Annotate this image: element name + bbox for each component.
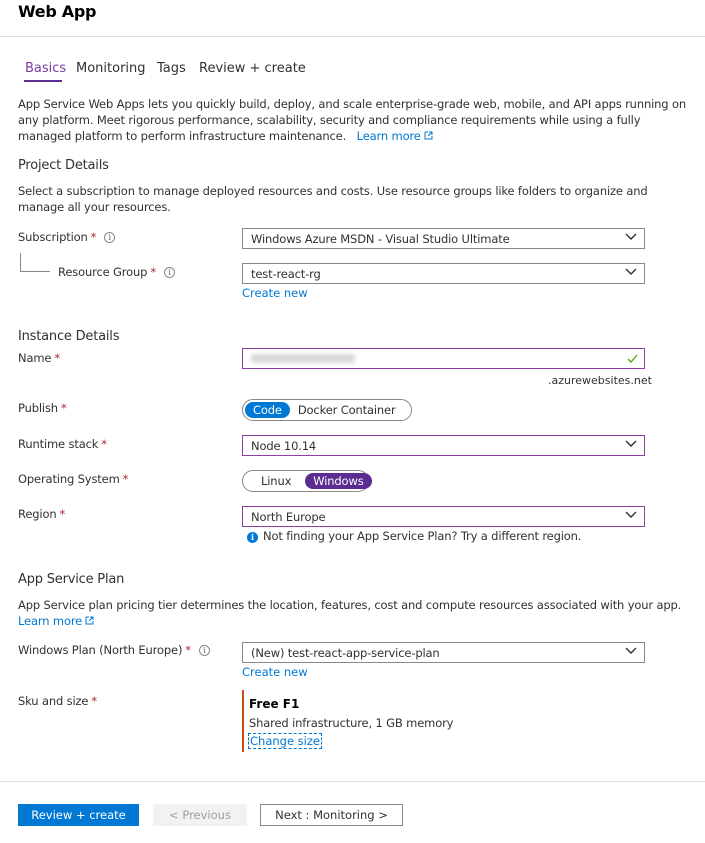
plan-learn-more-link[interactable]: Learn more — [18, 614, 83, 628]
runtime-stack-label-text: Runtime stack — [18, 437, 99, 451]
header-divider — [0, 36, 705, 37]
region-select[interactable] — [242, 506, 645, 527]
os-toggle[interactable] — [242, 470, 369, 492]
region-hint-text: Not finding your App Service Plan? Try a different region. — [263, 529, 582, 543]
name-label-text: Name — [18, 351, 52, 365]
region-hint — [247, 529, 581, 543]
change-size-link[interactable]: Change size — [250, 734, 320, 748]
resource-group-select[interactable] — [242, 263, 645, 284]
redacted-name-value — [251, 354, 355, 363]
review-create-button[interactable]: Review + create — [18, 804, 139, 826]
instance-details-heading: Instance Details — [18, 329, 120, 344]
publish-option-docker[interactable]: Docker Container — [297, 403, 396, 417]
resource-group-label-text: Resource Group — [58, 265, 148, 279]
required-mark: * — [150, 265, 156, 279]
region-label-text: Region — [18, 507, 57, 521]
info-icon: i — [247, 532, 258, 543]
name-label — [18, 351, 60, 365]
previous-button[interactable]: < Previous — [153, 804, 247, 826]
tab-review-create[interactable]: Review + create — [199, 61, 306, 76]
chevron-down-icon — [625, 647, 637, 655]
os-label — [18, 472, 128, 486]
os-option-linux[interactable]: Linux — [261, 474, 292, 488]
region-value: North Europe — [251, 510, 326, 524]
subscription-select[interactable] — [242, 228, 645, 249]
plan-learn-more-row — [18, 613, 681, 629]
sku-description: Shared infrastructure, 1 GB memory — [249, 716, 454, 730]
region-label — [18, 507, 65, 521]
windows-plan-label — [18, 643, 210, 657]
chevron-down-icon — [625, 440, 637, 448]
checkmark-icon — [627, 352, 638, 366]
sku-name: Free F1 — [249, 697, 300, 711]
os-option-windows[interactable]: Windows — [305, 473, 371, 489]
publish-label-text: Publish — [18, 401, 58, 415]
publish-toggle[interactable] — [242, 399, 412, 421]
intro-line-3: managed platform to perform infrastructure maintenance. — [18, 129, 347, 143]
runtime-stack-label — [18, 437, 107, 451]
required-mark: * — [54, 351, 60, 365]
project-details-desc — [18, 183, 648, 215]
resource-group-value: test-react-rg — [251, 267, 321, 281]
intro-line-3-row — [18, 128, 686, 144]
active-tab-indicator — [24, 80, 62, 82]
footer-divider — [0, 781, 705, 782]
os-label-text: Operating System — [18, 472, 120, 486]
info-icon[interactable]: i — [164, 267, 175, 278]
required-mark: * — [90, 230, 97, 244]
tree-connector-horizontal — [20, 271, 50, 272]
info-icon[interactable]: i — [104, 232, 115, 243]
create-new-plan-link[interactable]: Create new — [242, 665, 308, 679]
resource-group-label — [58, 265, 175, 279]
subscription-label — [18, 230, 115, 244]
required-mark: * — [59, 507, 66, 521]
tree-connector-vertical — [20, 253, 21, 271]
runtime-stack-select[interactable] — [242, 435, 645, 456]
sku-size-label-text: Sku and size — [18, 694, 89, 708]
page-title: Web App — [18, 2, 97, 21]
external-link-icon — [85, 616, 94, 625]
sku-size-label — [18, 694, 97, 708]
app-service-plan-heading: App Service Plan — [18, 572, 125, 587]
windows-plan-value: (New) test-react-app-service-plan — [251, 646, 440, 660]
tab-monitoring[interactable]: Monitoring — [76, 61, 146, 76]
name-input[interactable] — [242, 348, 645, 369]
chevron-down-icon — [625, 511, 637, 519]
intro-learn-more-link[interactable]: Learn more — [356, 129, 421, 143]
sku-accent-bar — [242, 690, 244, 752]
external-link-icon — [424, 131, 433, 140]
required-mark: * — [185, 643, 191, 657]
runtime-stack-value: Node 10.14 — [251, 439, 317, 453]
info-icon[interactable]: i — [199, 645, 210, 656]
subscription-label-text: Subscription — [18, 230, 88, 244]
plan-desc-line: App Service plan pricing tier determines the location, features, cost and compute resources associated with your app. — [18, 598, 682, 612]
publish-label — [18, 401, 67, 415]
tab-basics[interactable]: Basics — [25, 61, 67, 76]
intro-line-1: App Service Web Apps lets you quickly build, deploy, and scale enterprise-grade web, mobile, and API apps running on — [18, 97, 686, 111]
project-details-heading: Project Details — [18, 158, 109, 173]
windows-plan-select[interactable] — [242, 642, 645, 663]
tab-tags[interactable]: Tags — [157, 61, 186, 76]
project-desc-line-1: Select a subscription to manage deployed resources and costs. Use resource groups like folders to organize and — [18, 184, 648, 198]
required-mark: * — [91, 694, 97, 708]
subscription-value: Windows Azure MSDN - Visual Studio Ultimate — [251, 232, 510, 246]
intro-text — [18, 96, 686, 144]
name-domain-suffix: .azurewebsites.net — [548, 374, 652, 387]
publish-option-code[interactable]: Code — [245, 402, 290, 418]
windows-plan-label-text: Windows Plan (North Europe) — [18, 643, 183, 657]
required-mark: * — [122, 472, 129, 486]
chevron-down-icon — [625, 233, 637, 241]
app-service-plan-desc — [18, 597, 681, 629]
required-mark: * — [101, 437, 107, 451]
chevron-down-icon — [625, 268, 637, 276]
intro-line-2: any platform. Meet rigorous performance, scalability, security and compliance requirements while using a fully — [18, 113, 641, 127]
next-monitoring-button[interactable]: Next : Monitoring > — [260, 804, 403, 826]
project-desc-line-2: manage all your resources. — [18, 200, 171, 214]
required-mark: * — [60, 401, 67, 415]
create-new-resource-group-link[interactable]: Create new — [242, 286, 308, 300]
